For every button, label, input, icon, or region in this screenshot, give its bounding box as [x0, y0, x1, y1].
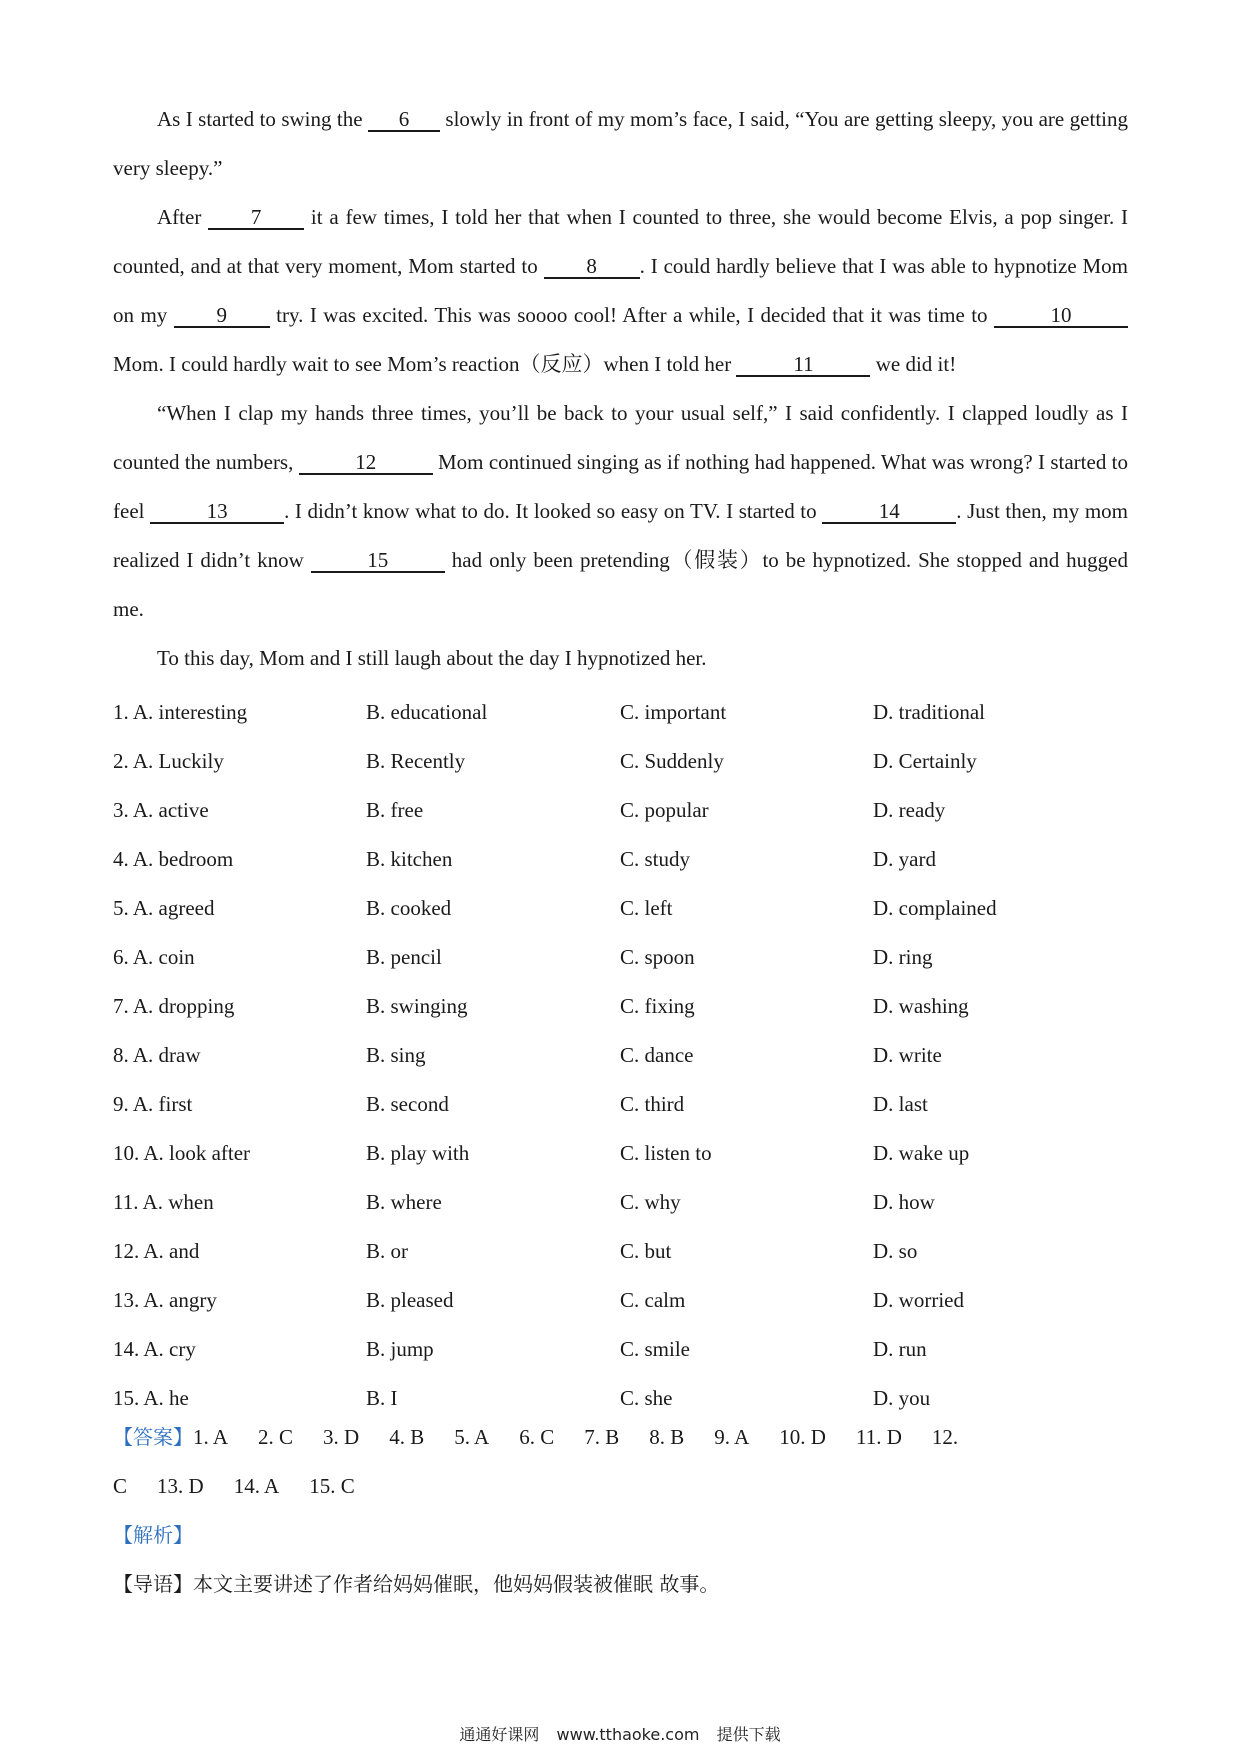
blank-11: 11 [736, 353, 870, 377]
paragraph-1 [113, 95, 1128, 193]
answer-item: 7. B [584, 1425, 620, 1449]
text: it a few times, I told her that when I counted to three, she would become Elvis, a pop singer. I counted, and at that very moment, Mom started to [113, 205, 1128, 278]
option-a: 14. A. cry [113, 1337, 196, 1361]
answer-item: 2. C [258, 1425, 294, 1449]
text: Mom. I could hardly wait to see Mom’s reaction（反应）when I told her [113, 352, 737, 376]
option-c: C. dance [620, 1043, 694, 1067]
text: try. I was excited. This was soooo cool! After a while, I decided that it was time to [269, 303, 994, 327]
option-c: C. third [620, 1092, 685, 1116]
answer-item: 15. C [309, 1474, 355, 1498]
option-b: B. educational [366, 700, 488, 724]
option-row-8 [113, 1031, 1128, 1080]
option-c: C. smile [620, 1337, 691, 1361]
guide-tag: 【导语】 [113, 1572, 193, 1596]
answer-line-1 [113, 1413, 1128, 1462]
option-a: 8. A. draw [113, 1043, 201, 1067]
blank-8: 8 [544, 255, 640, 279]
answer-item: 10. D [779, 1425, 826, 1449]
analysis-tag: 【解析】 [113, 1523, 193, 1547]
answer-item: 12. [931, 1425, 959, 1449]
paragraph-3 [113, 389, 1128, 634]
text: . Just then, my mom realized I didn’t know [113, 499, 1128, 572]
option-row-14 [113, 1325, 1128, 1374]
option-a: 2. A. Luckily [113, 749, 224, 773]
option-a: 13. A. angry [113, 1288, 217, 1312]
footer-url[interactable]: www.tthaoke.com [556, 1725, 700, 1744]
option-a: 11. A. when [113, 1190, 214, 1214]
page-footer [0, 1722, 1240, 1745]
option-b: B. play with [366, 1141, 470, 1165]
answer-item: 5. A [454, 1425, 490, 1449]
answer-item: 14. A [233, 1474, 280, 1498]
answer-options [113, 688, 1128, 1423]
option-d: D. run [873, 1337, 927, 1361]
blank-9: 9 [174, 304, 270, 328]
option-row-2 [113, 737, 1128, 786]
option-b: B. kitchen [366, 847, 453, 871]
text: had only been pretending（假装）to be hypnotized. She stopped and hugged me. [113, 548, 1128, 621]
blank-14: 14 [822, 500, 956, 524]
footer-site-name: 通通好课网 [459, 1725, 540, 1744]
option-c: C. important [620, 700, 727, 724]
option-c: C. left [620, 896, 673, 920]
option-b: B. sing [366, 1043, 426, 1067]
option-row-5 [113, 884, 1128, 933]
answer-item: 8. B [649, 1425, 685, 1449]
option-b: B. I [366, 1386, 398, 1410]
option-c: C. listen to [620, 1141, 712, 1165]
guide-text: 本文主要讲述了作者给妈妈催眠，他妈妈假装被催眠 故事。 [193, 1572, 720, 1596]
option-b: B. Recently [366, 749, 466, 773]
blank-13: 13 [150, 500, 284, 524]
answer-tag: 【答案】 [113, 1425, 193, 1449]
option-a: 12. A. and [113, 1239, 200, 1263]
footer-download: 提供下载 [716, 1725, 781, 1744]
option-b: B. jump [366, 1337, 434, 1361]
option-c: C. study [620, 847, 691, 871]
text: Mom continued singing as if nothing had happened. What was wrong? I started to feel [113, 450, 1128, 523]
option-a: 4. A. bedroom [113, 847, 234, 871]
option-d: D. last [873, 1092, 928, 1116]
blank-10: 10 [994, 304, 1128, 328]
option-a: 15. A. he [113, 1386, 189, 1410]
option-c: C. spoon [620, 945, 695, 969]
option-c: C. she [620, 1386, 673, 1410]
blank-7: 7 [208, 206, 304, 230]
text: After [157, 205, 209, 229]
answer-item: 3. D [323, 1425, 360, 1449]
answer-item: 4. B [389, 1425, 425, 1449]
option-d: D. traditional [873, 700, 985, 724]
option-row-9 [113, 1080, 1128, 1129]
guide-line [113, 1560, 719, 1609]
option-row-1 [113, 688, 1128, 737]
option-row-13 [113, 1276, 1128, 1325]
text: “When I clap my hands three times, you’ll be back to your usual self,” I said confidently. I clapped loudly as I counted the numbers, [113, 401, 1128, 474]
option-c: C. popular [620, 798, 709, 822]
answer-item: 11. D [855, 1425, 902, 1449]
answer-item: 1. A [193, 1425, 229, 1449]
answer-item: 9. A [714, 1425, 750, 1449]
text: we did it! [870, 352, 957, 376]
option-c: C. Suddenly [620, 749, 724, 773]
option-b: B. pencil [366, 945, 442, 969]
option-row-11 [113, 1178, 1128, 1227]
option-d: D. worried [873, 1288, 964, 1312]
option-b: B. free [366, 798, 424, 822]
option-a: 7. A. dropping [113, 994, 235, 1018]
option-b: B. pleased [366, 1288, 454, 1312]
text: slowly in front of my mom’s face, I said, “You are getting sleepy, you are getting very sleepy.” [113, 107, 1128, 180]
option-d: D. wake up [873, 1141, 970, 1165]
reading-passage [113, 95, 1128, 683]
option-d: D. you [873, 1386, 931, 1410]
option-a: 1. A. interesting [113, 700, 248, 724]
analysis-line [113, 1511, 1128, 1560]
option-d: D. ready [873, 798, 946, 822]
option-d: D. yard [873, 847, 936, 871]
answer-line-2 [113, 1462, 1128, 1511]
answer-item: C [113, 1474, 128, 1498]
answer-item: 13. D [157, 1474, 204, 1498]
option-b: B. swinging [366, 994, 468, 1018]
answer-key [113, 1413, 1128, 1560]
option-c: C. calm [620, 1288, 686, 1312]
option-row-6 [113, 933, 1128, 982]
option-d: D. complained [873, 896, 997, 920]
option-row-4 [113, 835, 1128, 884]
answer-item: 6. C [519, 1425, 555, 1449]
option-a: 9. A. first [113, 1092, 193, 1116]
option-d: D. ring [873, 945, 933, 969]
option-row-10 [113, 1129, 1128, 1178]
option-d: D. washing [873, 994, 969, 1018]
paragraph-4: To this day, Mom and I still laugh about the day I hypnotized her. [157, 646, 707, 670]
blank-12: 12 [299, 451, 433, 475]
option-a: 5. A. agreed [113, 896, 215, 920]
option-d: D. Certainly [873, 749, 977, 773]
option-c: C. but [620, 1239, 672, 1263]
option-b: B. second [366, 1092, 449, 1116]
option-b: B. where [366, 1190, 442, 1214]
option-row-3 [113, 786, 1128, 835]
paragraph-2 [113, 193, 1128, 389]
option-a: 3. A. active [113, 798, 209, 822]
option-row-7 [113, 982, 1128, 1031]
option-d: D. how [873, 1190, 935, 1214]
option-c: C. why [620, 1190, 681, 1214]
option-b: B. cooked [366, 896, 452, 920]
option-row-12 [113, 1227, 1128, 1276]
option-a: 6. A. coin [113, 945, 195, 969]
option-a: 10. A. look after [113, 1141, 251, 1165]
option-d: D. write [873, 1043, 942, 1067]
option-c: C. fixing [620, 994, 695, 1018]
option-b: B. or [366, 1239, 408, 1263]
blank-6: 6 [368, 108, 440, 132]
text: . I didn’t know what to do. It looked so easy on TV. I started to [284, 499, 823, 523]
text: . I could hardly believe that I was able to hypnotize Mom on my [113, 254, 1129, 327]
blank-15: 15 [311, 549, 445, 573]
text: As I started to swing the [157, 107, 368, 131]
option-d: D. so [873, 1239, 918, 1263]
